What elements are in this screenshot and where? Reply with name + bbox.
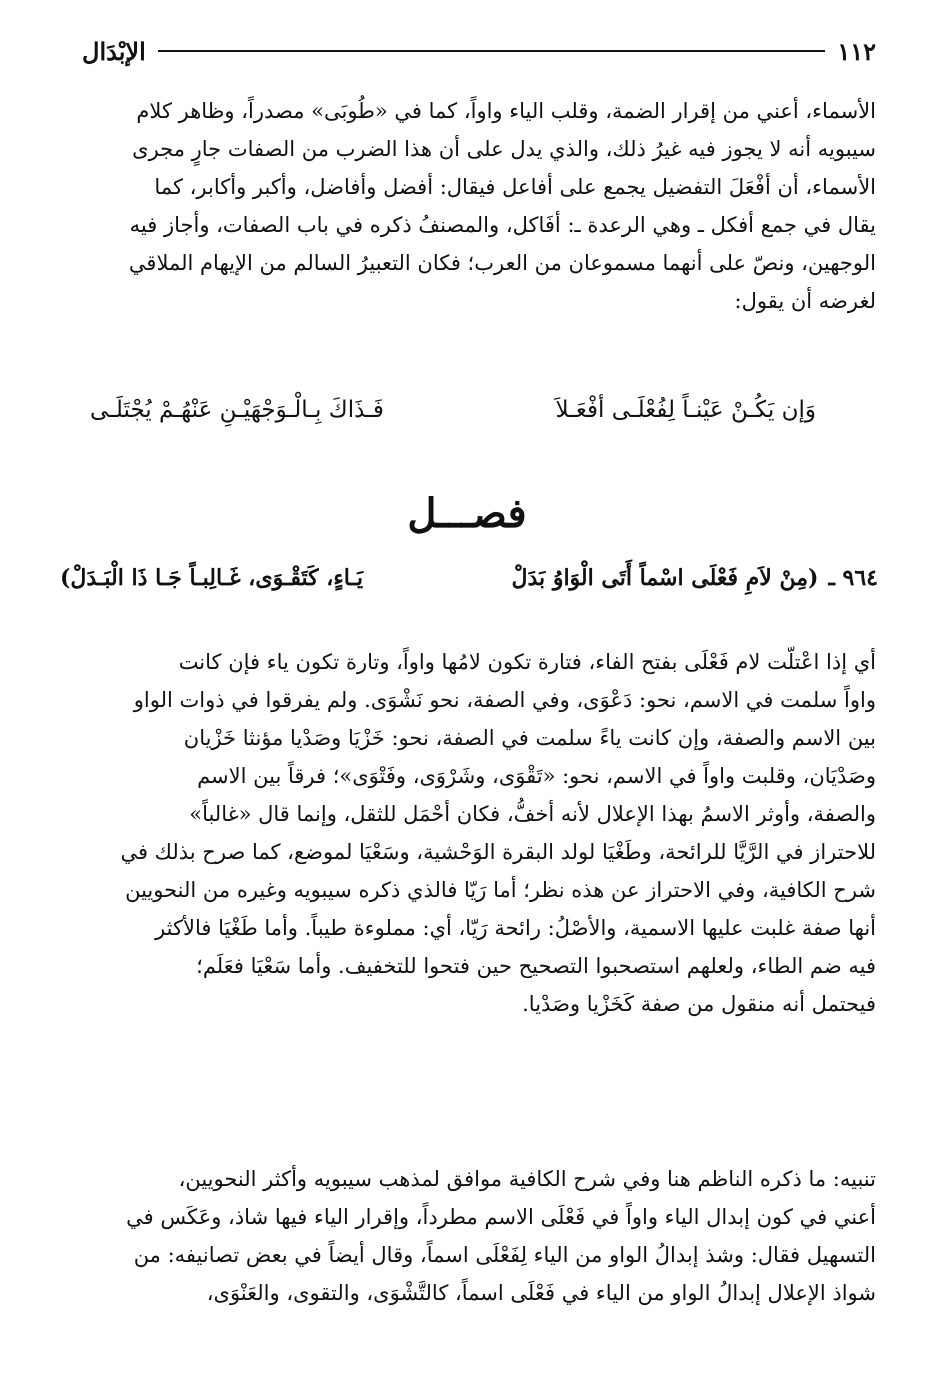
- text-line: شرح الكافية، وفي الاحتراز عن هذه نظر؛ أما رَيّا فالذي ذكره سيبويه وغيره من النحويين: [125, 878, 876, 902]
- text-line: يقال في جمع أفكل ـ وهي الرعدة ـ: أفَاكل، والمصنفُ ذكره في باب الصفات، وأجاز فيه: [129, 213, 876, 237]
- text-line: الأسماء، أعني من إقرار الضمة، وقلب الياء واواً، كما في «طُوبَى» مصدراً، وظاهر كلام: [136, 99, 876, 123]
- header-rule: [158, 50, 826, 52]
- text-line: أي إذا اعْتلّت لام فَعْلَى بفتح الفاء، فتارة تكون لامُها واواً، وتارة تكون ياء فإن كانت: [178, 650, 876, 674]
- stanza-number: ٩٦٤ ـ: [828, 565, 878, 591]
- chapter-title: الإبْدَال: [82, 36, 146, 66]
- stanza-first-hemistich: (مِنْ لاَمِ فَعْلَى اسْماً أَتَى الْوَاوُ بَدَلْ: [511, 565, 819, 591]
- text-line: شواذ الإعلال إبدالُ الواو من الياء في فَعْلَى اسماً، كالتَّشْوَى، والتقوى، والعَنْوَى،: [206, 1281, 876, 1305]
- note-paragraph: [90, 1160, 876, 1312]
- quoted-verse: [90, 388, 816, 432]
- text-line: واواً سلمت في الاسم، نحو: دَعْوَى، وفي الصفة، نحو نَشْوَى. ولم يفرقوا في ذوات الواو: [133, 688, 876, 712]
- text-line: أنها صفة غلبت عليها الاسمية، والأصْلُ: رائحة رَيّا، أي: مملوءة طيباً. وأما طَغْيَا فالأكثر: [155, 916, 876, 940]
- running-header: [82, 33, 876, 69]
- text-line: فيه ضم الطاء، ولعلهم استصحبوا التصحيح حين فتحوا للتخفيف. وأما سَعْيَا فعَلَم؛: [196, 954, 876, 978]
- commentary-paragraph-2: [90, 643, 876, 1023]
- text-line: أعني في كون إبدال الياء واواً في فَعْلَى الاسم مطرداً، وإقرار الياء فيها شاذ، وعَكَس في: [126, 1205, 876, 1229]
- text-line: لغرضه أن يقول:: [734, 289, 876, 313]
- text-line: الوجهين، ونصّ على أنهما مسموعان من العرب؛ فكان التعبيرُ السالم من الإيهام الملاقي: [128, 251, 876, 275]
- text-line: للاحتراز في الرَّيَّا للرائحة، وطَغْيَا لولد البقرة الوَحْشية، وسَعْيَا لموضع، كما صرح بذلك في: [120, 840, 876, 864]
- text-line: التسهيل فقال: وشذ إبدالُ الواو من الياء لِفَعْلَى اسماً، وقال أيضاً في بعض تصانيفه: من: [133, 1243, 876, 1267]
- text-line: سيبويه أنه لا يجوز فيه غيرُ ذلك، والذي يدل على أن هذا الضرب من الصفات جارٍ مجرى: [132, 137, 876, 161]
- text-line: والصفة، وأوثر الاسمُ بهذا الإعلال لأنه أخفُّ، فكان أحْمَل للثقل، وإنما قال «غالباً»: [189, 802, 876, 826]
- text-line: فيحتمل أنه منقول من صفة كَخَزْيا وصَدْيا.: [522, 992, 876, 1016]
- alfiyya-stanza: [60, 556, 878, 600]
- text-line: وصَدْيَان، وقلبت واواً في الاسم، نحو: «تَقْوَى، وشَرْوَى، وفَتْوَى»؛ فرقاً بين الاسم: [197, 764, 876, 788]
- commentary-paragraph-1: [90, 92, 876, 320]
- text-line: بين الاسم والصفة، وإن كانت ياءً سلمت في الصفة، نحو: خَزْيَا وصَدْيا مؤنثا خَزْيان: [183, 726, 876, 750]
- verse-second-hemistich: فَـذَاكَ بِـالْـوَجْهَيْـنِ عَنْهُـمْ يُجْتَلَـى: [90, 397, 384, 423]
- verse-first-hemistich: وَإن يَكُـنْ عَيْنـاً لِفُعْلَـى أفْعَـلاَ: [555, 397, 816, 423]
- section-heading: فصـــل: [407, 490, 527, 537]
- text-line: الأسماء، أن أفْعَلَ التفضيل يجمع على أفاعل فيقال: أفضل وأفاضل، وأكبر وأكابر، كما: [154, 175, 876, 199]
- text-line: تنبيه: ما ذكره الناظم هنا وفي شرح الكافية موافق لمذهب سيبويه وأكثر النحويين،: [178, 1167, 876, 1191]
- stanza-second-hemistich: يَـاءٍ، كَتَقْـوَى، غَـالِبـاً جَـا ذَا الْبَـدَلْ): [60, 565, 364, 591]
- page-number: ١١٢: [837, 36, 876, 66]
